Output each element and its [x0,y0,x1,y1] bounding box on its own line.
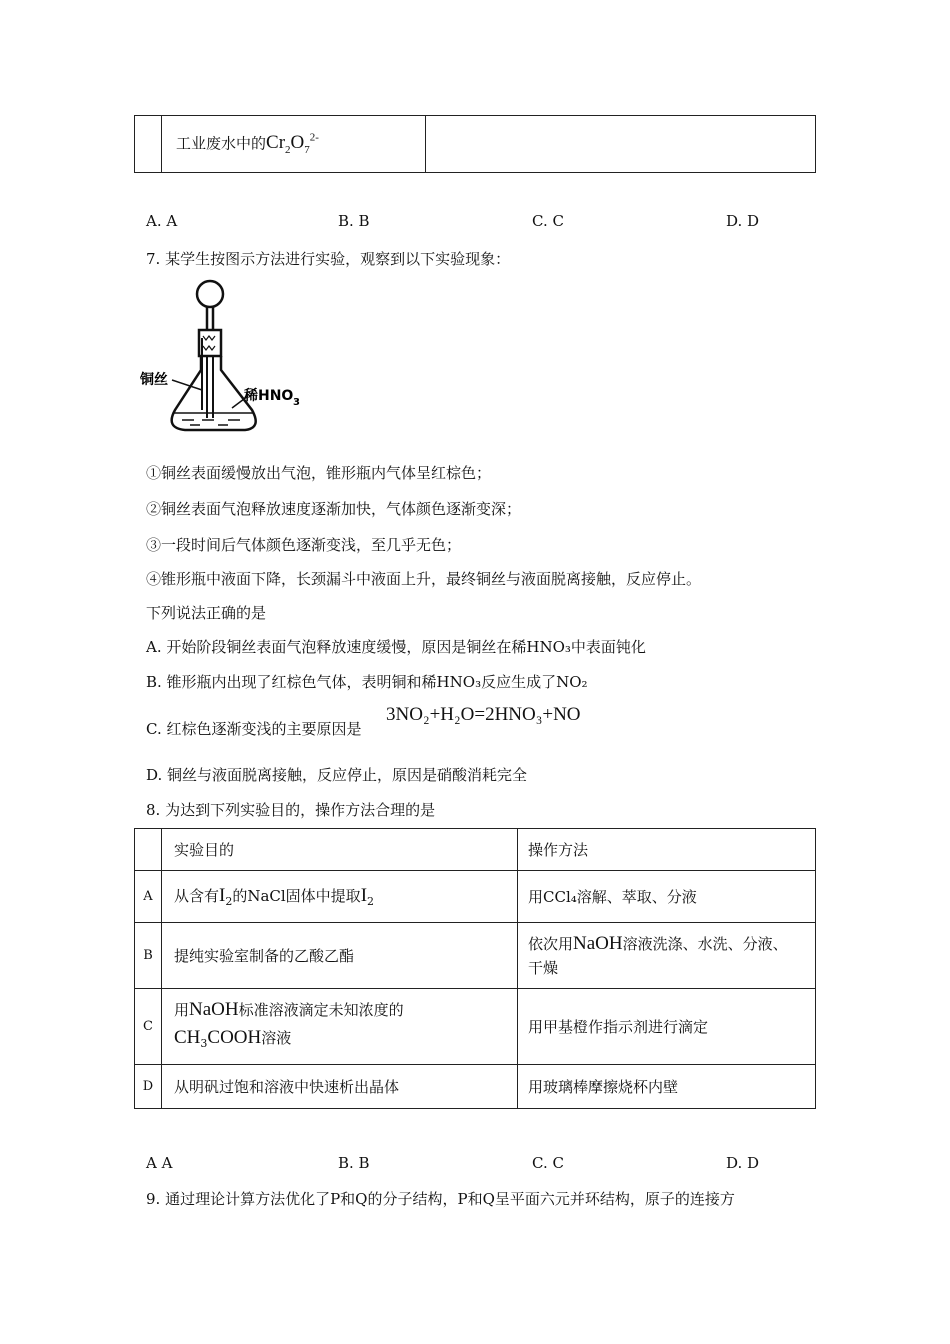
table-row [135,1065,816,1109]
q6-options [0,212,950,234]
row-goal: 用NaOH标准溶液滴定未知浓度的 $CH_3COOH$溶液 [162,989,518,1065]
q6-option-a[interactable]: A. A [146,212,178,230]
table-row [135,871,816,923]
copper-wire-label: 铜丝 [140,372,168,388]
observation-4: ④锥形瓶中液面下降，长颈漏斗中液面上升，最终铜丝与液面脱离接触，反应停止。 [146,570,702,588]
q8-header-blank [135,829,162,871]
dilute-nitric-label: 稀HNO [244,388,294,404]
row-goal: 提纯实验室制备的乙酸乙酯 [162,923,518,989]
row-label: C [135,989,162,1065]
dilute-nitric-subscript: 3 [293,397,300,408]
q7-option-a[interactable]: A. 开始阶段铜丝表面气泡释放速度缓慢，原因是铜丝在稀HNO₃中表面钝化 [146,638,646,656]
liquid-lines [182,420,240,425]
q7-option-b[interactable]: B. 锥形瓶内出现了红棕色气体，表明铜和稀HNO₃反应生成了NO₂ [146,673,588,691]
q7-prompt: 下列说法正确的是 [146,604,267,622]
row-goal: 从含有$I_2$的NaCl固体中提取$I_2$ [162,871,518,923]
q8-header-goal: 实验目的 [162,829,518,871]
observation-2: ②铜丝表面气泡释放速度逐渐加快，气体颜色逐渐变深； [146,500,522,518]
q6-option-d[interactable]: D. D [726,212,760,230]
row-method: 用玻璃棒摩擦烧杯内壁 [518,1065,816,1109]
q8-stem: 8. 为达到下列实验目的，操作方法合理的是 [146,801,436,819]
q8-option-d[interactable]: D. D [726,1154,760,1172]
q8-option-b[interactable]: B. B [338,1154,370,1172]
apparatus-diagram [140,278,300,438]
funnel-bulb [197,281,223,307]
q8-options [0,1154,950,1176]
observation-3: ③一段时间后气体颜色逐渐变浅，至几乎无色； [146,536,462,554]
table-row [135,989,816,1065]
q8-header-row [135,829,816,871]
row-label: A [135,871,162,923]
q6-table-empty-cell [426,116,816,173]
q6-table-label-cell [135,116,162,173]
row-method: 用CCl₄溶解、萃取、分液 [518,871,816,923]
q7-option-c[interactable]: C. 红棕色逐渐变浅的主要原因是 [146,720,362,738]
q7-option-c-formula: 3NO₂+H₂O=2HNO₃+NO [386,704,581,725]
q6-table [134,115,816,173]
q8-option-c[interactable]: C. C [532,1154,564,1172]
row-method: 用甲基橙作指示剂进行滴定 [518,989,816,1065]
q6-option-c[interactable]: C. C [532,212,564,230]
wire-leader [172,380,202,390]
q7-stem: 7. 某学生按图示方法进行实验，观察到以下实验现象： [146,250,511,268]
row-label: D [135,1065,162,1109]
row-label: B [135,923,162,989]
q8-option-a[interactable]: A A [146,1154,173,1172]
q8-header-method: 操作方法 [518,829,816,871]
q7-option-d[interactable]: D. 铜丝与液面脱离接触，反应停止，原因是硝酸消耗完全 [146,766,528,784]
q6-table-item-cell [162,116,426,173]
row-method: 依次用NaOH溶液洗涤、水洗、分液、 干燥 [518,923,816,989]
q9-stem: 9. 通过理论计算方法优化了P和Q的分子结构，P和Q呈平面六元并环结构，原子的连接方 [146,1190,735,1208]
q6-option-b[interactable]: B. B [338,212,370,230]
row-goal: 从明矾过饱和溶液中快速析出晶体 [162,1065,518,1109]
table-row [135,923,816,989]
q6-item-formula: $Cr_2O_7^{2-}$ [266,131,319,157]
q6-item-text: 工业废水中的 [176,134,267,153]
observation-1: ①铜丝表面缓慢放出气泡，锥形瓶内气体呈红棕色； [146,464,492,482]
q8-table [134,828,816,1109]
